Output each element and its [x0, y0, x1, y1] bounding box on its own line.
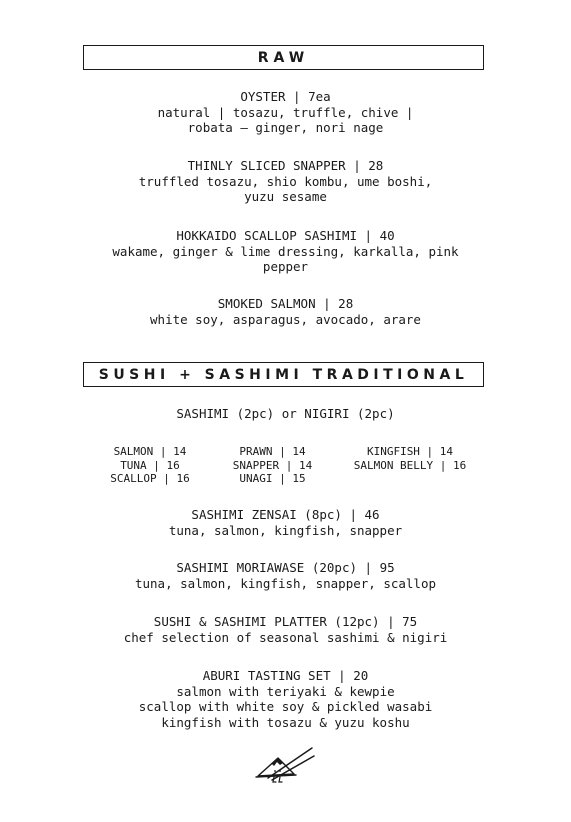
- item-name: OYSTER | 7ea: [240, 89, 331, 104]
- sushi-section-header: [83, 362, 484, 387]
- price-entry: UNAGI | 15: [239, 472, 306, 485]
- sashimi-nigiri-heading: [60, 406, 511, 422]
- menu-item-aburi-tasting-set: [60, 668, 511, 730]
- menu-item-thinly-sliced-snapper: [60, 158, 511, 205]
- item-name: SASHIMI MORIAWASE (20pc) | 95: [176, 560, 395, 575]
- price-entry: SCALLOP | 16: [110, 472, 190, 485]
- item-name: SMOKED SALMON | 28: [217, 296, 354, 311]
- price-column: [95, 445, 205, 486]
- menu-item-smoked-salmon: [60, 296, 511, 327]
- item-name: ABURI TASTING SET | 20: [202, 668, 369, 683]
- menu-item-sashimi-zensai: [60, 507, 511, 538]
- price-entry: TUNA | 16: [120, 458, 180, 472]
- sushi-section-title: SUSHI + SASHIMI TRADITIONAL: [98, 366, 469, 383]
- price-column: [218, 445, 328, 486]
- menu-item-oyster: [60, 89, 511, 136]
- menu-item-hokkaido-scallop-sashimi: [60, 228, 511, 275]
- item-desc: pepper: [262, 259, 309, 274]
- item-name: HOKKAIDO SCALLOP SASHIMI | 40: [176, 228, 395, 243]
- price-column: [340, 445, 480, 486]
- price-entry: SALMON | 14: [113, 445, 187, 458]
- price-entry: PRAWN | 14: [239, 445, 306, 458]
- item-desc: kingfish with tosazu & yuzu koshu: [161, 714, 410, 730]
- item-desc: white soy, asparagus, avocado, arare: [150, 311, 421, 327]
- item-name: THINLY SLICED SNAPPER | 28: [187, 158, 384, 173]
- item-desc: natural | tosazu, truffle, chive |: [157, 104, 414, 120]
- item-desc: wakame, ginger & lime dressing, karkalla, pink: [112, 243, 459, 259]
- item-desc: yuzu sesame: [244, 189, 327, 204]
- item-desc: scallop with white soy & pickled wasabi: [138, 699, 433, 714]
- price-entry: SALMON BELLY | 16: [353, 458, 467, 472]
- item-name: SUSHI & SASHIMI PLATTER (12pc) | 75: [153, 614, 418, 629]
- price-entry: SNAPPER | 14: [232, 458, 313, 472]
- chopsticks-mountain-icon: [254, 744, 316, 786]
- raw-section-header: [83, 45, 484, 70]
- item-name: SASHIMI ZENSAI (8pc) | 46: [191, 507, 380, 522]
- sashimi-nigiri-price-grid: [95, 445, 480, 486]
- item-desc: salmon with teriyaki & kewpie: [176, 683, 395, 699]
- item-desc: robata – ginger, nori nage: [187, 120, 384, 135]
- menu-item-sushi-sashimi-platter: [60, 614, 511, 645]
- item-desc: chef selection of seasonal sashimi & nigiri: [123, 629, 448, 645]
- item-desc: tuna, salmon, kingfish, snapper: [168, 522, 403, 538]
- item-desc: tuna, salmon, kingfish, snapper, scallop: [134, 575, 437, 591]
- item-desc: truffled tosazu, shio kombu, ume boshi,: [138, 173, 433, 189]
- menu-item-sashimi-moriawase: [60, 560, 511, 591]
- price-entry: KINGFISH | 14: [366, 445, 454, 458]
- item-name: SASHIMI (2pc) or NIGIRI (2pc): [176, 406, 395, 421]
- raw-section-title: RAW: [257, 49, 310, 66]
